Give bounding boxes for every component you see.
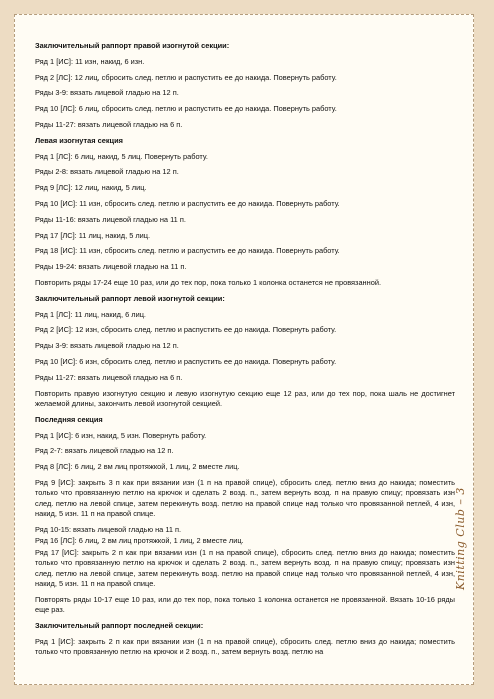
paragraph: Повторить правую изогнутую секцию и левую изогнутую секцию еще 12 раз, или до тех пор, пока шаль не достигнет желаемой длины, закончить левой изогнутой секцией.: [35, 388, 455, 408]
paragraph: Ряды 3-9: вязать лицевой гладью на 12 п.: [35, 341, 179, 351]
paragraph: Ряд 10 [ИС]: 6 изн, сбросить след. петлю и распустить ее до накида. Повернуть работу.: [35, 356, 337, 366]
paragraph: Ряды 11-16: вязать лицевой гладью на 11 п.: [35, 214, 186, 224]
paragraph: Ряд 18 [ИС]: 11 изн, сбросить след. петлю и распустить ее до накида. Повернуть работу.: [35, 246, 340, 256]
paragraph: Ряды 11-27: вязать лицевой гладью на 6 п.: [35, 119, 183, 129]
paragraph: Ряд 1 [ИС]: закрыть 2 п как при вязании изн (1 п на правой спице), сбросить след. петлю вниз до накида; поместить только что провязанную петлю на крючок и 2 возд. п., затем вернуть возд. петлю на: [35, 636, 455, 657]
paragraph: Ряд 9 [ИС]: закрыть 3 п как при вязании изн (1 п на правой спице), сбросить след. петлю вниз до накида; поместить только что провязанную петлю на крючок и сделать 2 возд. п., затем вернуть возд. п на правую спицу; провязать изн след. петлю на левой спице, затем перекинуть возд. петлю на правой спице над только что провязанной петлей, 4 изн, накид, 5 изн. 11 п на правой спице.: [35, 477, 455, 519]
paragraph: Ряд 1 [ЛС]: 6 лиц, накид, 5 лиц. Повернуть работу.: [35, 151, 208, 161]
instructions-text: [35, 41, 455, 663]
paragraph: Заключительный раппорт левой изогнутой секции:: [35, 293, 225, 303]
paragraph: Ряд 1 [ИС]: 11 изн, накид, 6 изн.: [35, 56, 145, 66]
paragraph: Ряд 10 [ЛС]: 6 лиц, сбросить след. петлю и распустить ее до накида. Повернуть работу.: [35, 104, 337, 114]
paragraph: Левая изогнутая секция: [35, 135, 123, 145]
paragraph: Заключительный раппорт правой изогнутой секции:: [35, 41, 230, 50]
paragraph: Ряды 19-24: вязать лицевой гладью на 11 п.: [35, 262, 187, 272]
paragraph: Повторять ряды 10-17 еще 10 раз, или до тех пор, пока только 1 колонка останется не провязанной. Вязать 10-16 ряды еще раз.: [35, 594, 455, 615]
paragraph: Ряд 2-7: вязать лицевой гладью на 12 п.: [35, 446, 174, 456]
paragraph: Ряд 1 [ЛС]: 11 лиц, накид, 6 лиц.: [35, 309, 146, 319]
paragraph: Ряд 2 [ЛС]: 12 лиц, сбросить след. петлю и распустить ее до накида. Повернуть работу.: [35, 72, 337, 82]
page-frame: [14, 14, 474, 685]
paragraph: Ряды 11-27: вязать лицевой гладью на 6 п.: [35, 372, 183, 382]
paragraph: Ряд 17 [ЛС]: 11 лиц, накид, 5 лиц.: [35, 230, 151, 240]
paragraph: Последняя секция: [35, 414, 103, 424]
paragraph: Ряды 2-8: вязать лицевой гладью на 12 п.: [35, 167, 179, 177]
paragraph: Повторить ряды 17-24 еще 10 раз, или до тех пор, пока только 1 колонка останется не провязанной.: [35, 277, 382, 287]
paragraph: Ряд 17 [ИС]: закрыть 2 п как при вязании изн (1 п на правой спице), сбросить след. петлю вниз до накида; поместить только что провязанную петлю на крючок и сделать 2 возд. п., затем вернуть возд. п на правую спицу; провязать изн след. петлю на левой спице, затем перекинуть возд. петлю на правой спице над только что провязанной петлей, 4 изн, накид, 5 изн. 11 п на правой спице.: [35, 547, 455, 588]
paragraph: Ряды 3-9: вязать лицевой гладью на 12 п.: [35, 88, 179, 98]
paragraph: Ряд 9 [ЛС]: 12 лиц, накид, 5 лиц.: [35, 183, 147, 193]
paragraph: Ряд 10-15: вязать лицевой гладью на 11 п.: [35, 524, 182, 534]
paragraph: Ряд 10 [ИС]: 11 изн, сбросить след. петлю и распустить ее до накида. Повернуть работу.: [35, 198, 340, 208]
paragraph: Ряд 16 [ЛС]: 6 лиц, 2 вм лиц протяжкой, 1 лиц, 2 вместе лиц.: [35, 536, 244, 546]
paragraph: Ряд 8 [ЛС]: 6 лиц, 2 вм лиц протяжкой, 1 лиц, 2 вместе лиц.: [35, 462, 240, 472]
paragraph: Ряд 2 [ИС]: 12 изн, сбросить след. петлю и распустить ее до накида. Повернуть работу.: [35, 325, 337, 335]
side-page-label: Knitting Club – 3: [454, 487, 467, 590]
paragraph: Ряд 1 [ИС]: 6 изн, накид, 5 изн. Повернуть работу.: [35, 430, 207, 440]
paragraph: Заключительный раппорт последней секции:: [35, 620, 204, 630]
